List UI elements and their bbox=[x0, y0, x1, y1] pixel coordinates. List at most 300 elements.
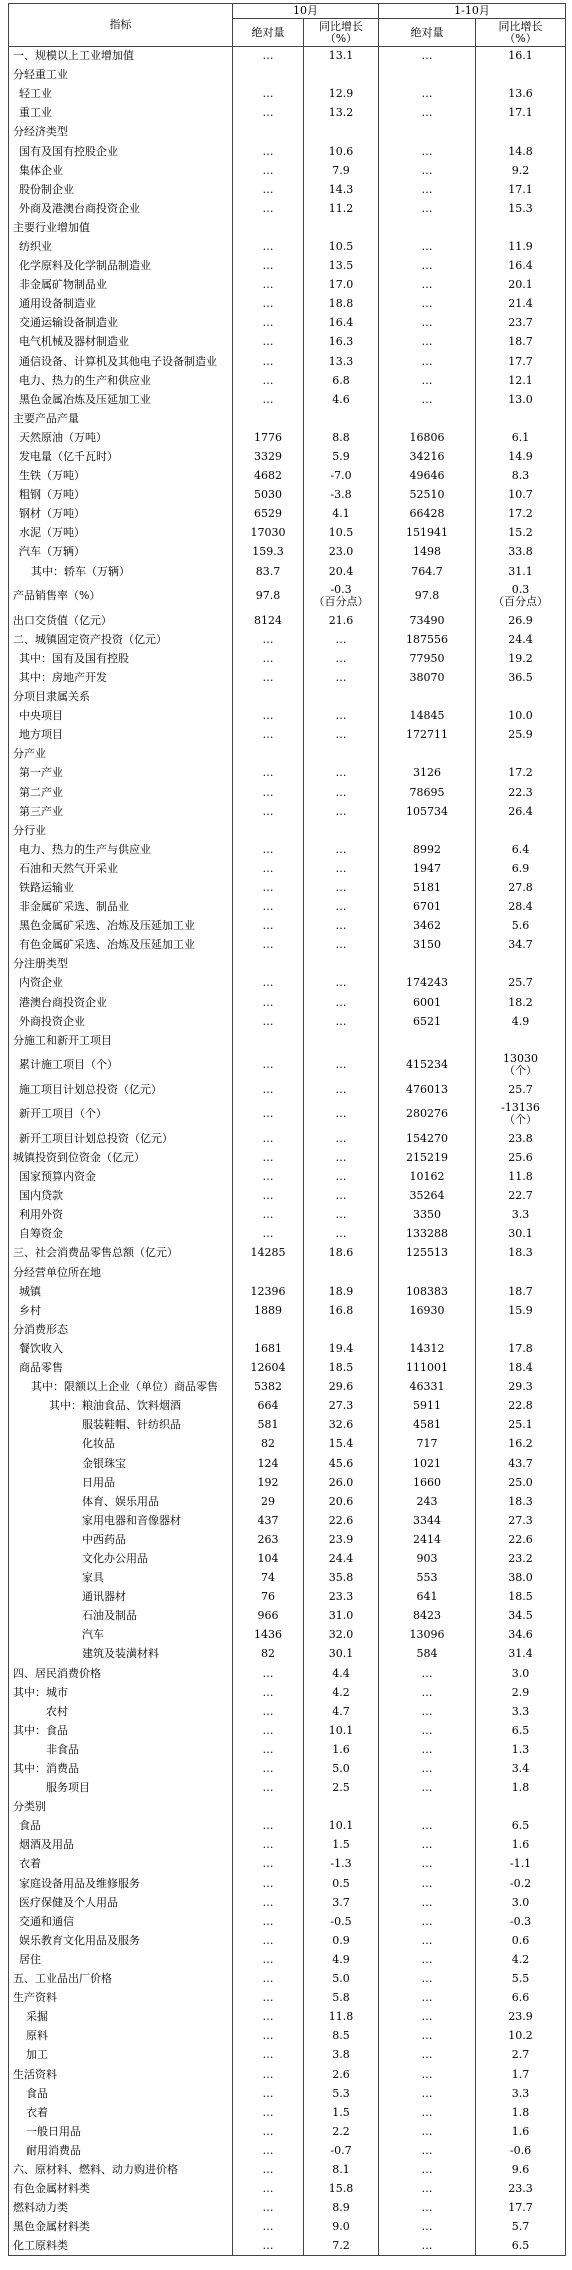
jan-oct-growth-cell-value: 34.7 bbox=[508, 938, 533, 952]
section-row bbox=[9, 821, 566, 840]
october-absolute-cell bbox=[233, 859, 304, 878]
october-absolute-cell bbox=[233, 447, 304, 466]
jan-oct-growth-cell-value: 19.2 bbox=[508, 651, 533, 665]
jan-oct-growth-cell-value: 11.8 bbox=[508, 1170, 533, 1184]
jan-oct-growth-cell bbox=[476, 821, 566, 840]
indicator-label: 体育、娱乐用品 bbox=[9, 1492, 233, 1511]
table-row bbox=[9, 1339, 566, 1358]
october-growth-cell-value: 22.6 bbox=[328, 1513, 354, 1527]
table-row bbox=[9, 581, 566, 611]
october-growth-cell-value: 4.9 bbox=[332, 1952, 350, 1966]
october-growth-cell bbox=[304, 1320, 379, 1339]
table-row bbox=[9, 783, 566, 802]
indicator-label: 其中：城市 bbox=[9, 1683, 233, 1702]
table-row bbox=[9, 314, 566, 333]
october-growth-cell-value: 32.0 bbox=[328, 1628, 354, 1642]
october-absolute-cell bbox=[233, 1588, 304, 1607]
indicator-label: 一、规模以上工业增加值 bbox=[9, 47, 233, 66]
october-growth-cell bbox=[304, 123, 379, 142]
october-absolute-cell bbox=[233, 821, 304, 840]
indicator-label: 石油及制品 bbox=[9, 1607, 233, 1626]
october-growth-cell-value: … bbox=[335, 1014, 347, 1028]
jan-oct-growth-cell-value: 3.3 bbox=[511, 1208, 530, 1222]
jan-oct-absolute-cell bbox=[379, 1759, 476, 1778]
october-absolute-cell bbox=[233, 1989, 304, 2008]
indicator-label: 生铁（万吨） bbox=[9, 467, 233, 486]
jan-oct-growth-cell bbox=[476, 611, 566, 630]
indicator-label: 黑色金属冶炼及压延加工业 bbox=[9, 390, 233, 409]
jan-oct-absolute-cell bbox=[379, 1129, 476, 1148]
jan-oct-growth-cell bbox=[476, 1721, 566, 1740]
october-absolute-cell bbox=[233, 314, 304, 333]
table-row bbox=[9, 1099, 566, 1129]
october-absolute-cell-value: … bbox=[262, 2067, 274, 2081]
indicator-label: 化妆品 bbox=[9, 1435, 233, 1454]
jan-oct-growth-cell-value: -0.3 bbox=[509, 1914, 532, 1928]
jan-oct-growth-cell bbox=[476, 1874, 566, 1893]
october-growth-cell-value: … bbox=[335, 880, 347, 894]
table-row bbox=[9, 2065, 566, 2084]
october-growth-cell-value: 3.7 bbox=[332, 1895, 350, 1909]
october-absolute-cell bbox=[233, 2199, 304, 2218]
october-growth-cell-value: 10.5 bbox=[328, 239, 354, 253]
october-growth-cell-value: 10.1 bbox=[328, 1819, 354, 1833]
jan-oct-absolute-cell-value: … bbox=[421, 2086, 433, 2100]
table-row bbox=[9, 1511, 566, 1530]
jan-oct-absolute-cell-value: … bbox=[421, 2029, 433, 2043]
jan-oct-growth-cell-value: 13.6 bbox=[508, 87, 533, 101]
jan-oct-growth-cell bbox=[476, 1031, 566, 1050]
jan-oct-absolute-cell bbox=[379, 47, 476, 66]
jan-oct-absolute-cell-value: 2414 bbox=[413, 1532, 441, 1546]
october-absolute-cell bbox=[233, 2141, 304, 2160]
table-row bbox=[9, 1874, 566, 1893]
jan-oct-absolute-cell bbox=[379, 1397, 476, 1416]
october-absolute-cell-value: … bbox=[262, 1704, 274, 1718]
jan-oct-growth-cell bbox=[476, 2218, 566, 2237]
table-row bbox=[9, 1148, 566, 1167]
october-growth-cell bbox=[304, 1836, 379, 1855]
indicator-label: 四、居民消费价格 bbox=[9, 1664, 233, 1683]
jan-oct-growth-cell bbox=[476, 1645, 566, 1664]
jan-oct-growth-cell-value: 22.8 bbox=[508, 1399, 533, 1413]
table-row bbox=[9, 467, 566, 486]
section-label: 分注册类型 bbox=[9, 955, 233, 974]
jan-oct-growth-cell bbox=[476, 1931, 566, 1950]
jan-oct-growth-cell bbox=[476, 447, 566, 466]
october-growth-cell-value: 4.1 bbox=[332, 507, 350, 521]
jan-oct-absolute-cell bbox=[379, 85, 476, 104]
indicator-label: 文化办公用品 bbox=[9, 1549, 233, 1568]
table-row bbox=[9, 1050, 566, 1080]
table-row bbox=[9, 668, 566, 687]
october-growth-cell bbox=[304, 2008, 379, 2027]
table-row bbox=[9, 1549, 566, 1568]
october-growth-cell bbox=[304, 726, 379, 745]
october-growth-cell-value: … bbox=[335, 1170, 347, 1184]
table-row bbox=[9, 764, 566, 783]
table-row bbox=[9, 1397, 566, 1416]
october-absolute-cell bbox=[233, 1206, 304, 1225]
october-absolute-cell-value: … bbox=[262, 354, 274, 368]
section-row bbox=[9, 1031, 566, 1050]
jan-oct-absolute-cell bbox=[379, 1874, 476, 1893]
october-absolute-cell-value: … bbox=[262, 2220, 274, 2234]
october-growth-cell bbox=[304, 237, 379, 256]
october-growth-cell bbox=[304, 859, 379, 878]
table-row bbox=[9, 2199, 566, 2218]
jan-oct-absolute-cell bbox=[379, 993, 476, 1012]
jan-oct-absolute-cell-value: … bbox=[421, 1666, 433, 1680]
october-absolute-cell-value: … bbox=[262, 1781, 274, 1795]
jan-oct-absolute-cell bbox=[379, 1031, 476, 1050]
jan-oct-growth-cell-value: 17.1 bbox=[508, 106, 533, 120]
table-row bbox=[9, 2046, 566, 2065]
october-absolute-cell-value: … bbox=[262, 938, 274, 952]
indicator-label: 港澳台商投资企业 bbox=[9, 993, 233, 1012]
jan-oct-absolute-cell bbox=[379, 1301, 476, 1320]
october-absolute-cell-value: … bbox=[262, 670, 274, 684]
jan-oct-absolute-cell-value: 4581 bbox=[413, 1418, 441, 1432]
jan-oct-absolute-cell-value: … bbox=[421, 201, 433, 215]
october-absolute-cell-value: … bbox=[262, 1819, 274, 1833]
jan-oct-absolute-cell bbox=[379, 371, 476, 390]
jan-oct-absolute-cell bbox=[379, 1378, 476, 1397]
october-absolute-cell-value: … bbox=[262, 2048, 274, 2062]
jan-oct-absolute-cell-value: … bbox=[421, 2105, 433, 2119]
table-row bbox=[9, 2160, 566, 2179]
jan-oct-absolute-cell bbox=[379, 611, 476, 630]
october-absolute-cell bbox=[233, 764, 304, 783]
jan-oct-absolute-cell bbox=[379, 1626, 476, 1645]
jan-oct-growth-cell-value: 18.3 bbox=[508, 1246, 533, 1260]
october-growth-cell-value: … bbox=[335, 900, 347, 914]
jan-oct-absolute-cell-value: 3150 bbox=[413, 938, 441, 952]
october-growth-cell-value: … bbox=[335, 1107, 347, 1121]
october-growth-cell bbox=[304, 2046, 379, 2065]
jan-oct-absolute-cell-value: 16930 bbox=[409, 1303, 445, 1317]
october-growth-cell-value: … bbox=[335, 670, 347, 684]
jan-oct-absolute-cell bbox=[379, 180, 476, 199]
indicator-label: 食品 bbox=[9, 2084, 233, 2103]
indicator-label: 出口交货值（亿元） bbox=[9, 611, 233, 630]
jan-oct-growth-cell bbox=[476, 1339, 566, 1358]
october-absolute-cell bbox=[233, 2065, 304, 2084]
jan-oct-growth-cell-value: 25.6 bbox=[508, 1151, 533, 1165]
october-absolute-cell-value: … bbox=[262, 2143, 274, 2157]
jan-oct-growth-cell bbox=[476, 1301, 566, 1320]
jan-oct-growth-cell bbox=[476, 2122, 566, 2141]
october-growth-cell-note: （百分点） bbox=[313, 595, 369, 609]
jan-oct-absolute-cell-value: 49646 bbox=[409, 469, 445, 483]
october-growth-cell-value: 23.9 bbox=[328, 1532, 354, 1546]
indicator-label: 农村 bbox=[9, 1702, 233, 1721]
jan-oct-growth-cell bbox=[476, 917, 566, 936]
october-growth-cell bbox=[304, 2180, 379, 2199]
jan-oct-growth-cell bbox=[476, 1989, 566, 2008]
october-absolute-cell bbox=[233, 2218, 304, 2237]
october-absolute-cell-value: … bbox=[262, 1170, 274, 1184]
october-absolute-cell bbox=[233, 1282, 304, 1301]
october-growth-cell-value: 16.3 bbox=[328, 335, 354, 349]
indicator-label: 家用电器和音像器材 bbox=[9, 1511, 233, 1530]
jan-oct-growth-cell bbox=[476, 878, 566, 897]
jan-oct-absolute-cell-value: 97.8 bbox=[414, 589, 440, 603]
table-row bbox=[9, 1740, 566, 1759]
october-growth-cell bbox=[304, 707, 379, 726]
october-absolute-cell-value: 1776 bbox=[254, 430, 282, 444]
jan-oct-absolute-cell-value: … bbox=[421, 49, 433, 63]
october-absolute-cell-value: … bbox=[262, 651, 274, 665]
october-absolute-cell-value: … bbox=[262, 766, 274, 780]
indicator-label: 内资企业 bbox=[9, 974, 233, 993]
indicator-label: 黑色金属矿采选、冶炼及压延加工业 bbox=[9, 917, 233, 936]
table-row bbox=[9, 543, 566, 562]
jan-oct-growth-cell bbox=[476, 2160, 566, 2179]
october-growth-cell-value: 15.8 bbox=[328, 2182, 354, 2196]
indicator-label: 纺织业 bbox=[9, 237, 233, 256]
october-growth-cell-value: 11.2 bbox=[328, 201, 354, 215]
october-growth-cell-value: 4.7 bbox=[332, 1704, 350, 1718]
indicator-label: 电气机械及器材制造业 bbox=[9, 333, 233, 352]
table-row bbox=[9, 2237, 566, 2256]
jan-oct-growth-cell bbox=[476, 1740, 566, 1759]
october-growth-cell-value: … bbox=[335, 1208, 347, 1222]
october-growth-cell bbox=[304, 1244, 379, 1263]
jan-oct-growth-cell bbox=[476, 974, 566, 993]
october-absolute-cell-value: 12604 bbox=[250, 1361, 286, 1375]
jan-oct-growth-cell-value: 29.3 bbox=[508, 1380, 533, 1394]
october-header: 10月 bbox=[233, 4, 379, 19]
october-absolute-cell-value: … bbox=[262, 182, 274, 196]
october-growth-cell bbox=[304, 764, 379, 783]
jan-oct-absolute-cell bbox=[379, 840, 476, 859]
october-absolute-cell bbox=[233, 66, 304, 85]
october-absolute-cell-value: 104 bbox=[257, 1551, 279, 1565]
jan-oct-growth-cell-value: 23.9 bbox=[508, 2010, 533, 2024]
jan-oct-growth-cell bbox=[476, 47, 566, 66]
jan-oct-growth-cell bbox=[476, 66, 566, 85]
indicator-label: 国有及国有控股企业 bbox=[9, 142, 233, 161]
jan-oct-growth-cell-value: 26.9 bbox=[508, 613, 533, 627]
jan-oct-absolute-cell-value: … bbox=[421, 373, 433, 387]
october-growth-cell-value: 27.3 bbox=[328, 1399, 354, 1413]
october-growth-cell bbox=[304, 581, 379, 611]
october-absolute-cell bbox=[233, 199, 304, 218]
october-growth-cell bbox=[304, 688, 379, 707]
october-growth-cell bbox=[304, 524, 379, 543]
october-absolute-cell bbox=[233, 1607, 304, 1626]
section-row bbox=[9, 1798, 566, 1817]
table-row bbox=[9, 1378, 566, 1397]
indicator-label: 累计施工项目（个） bbox=[9, 1050, 233, 1080]
october-absolute-cell bbox=[233, 1031, 304, 1050]
indicator-label: 交通和通信 bbox=[9, 1912, 233, 1931]
jan-oct-growth-cell bbox=[476, 199, 566, 218]
october-growth-cell bbox=[304, 1378, 379, 1397]
jan-oct-absolute-cell-value: … bbox=[421, 354, 433, 368]
table-row bbox=[9, 898, 566, 917]
section-row bbox=[9, 218, 566, 237]
october-growth-cell-value: 1.6 bbox=[332, 1742, 350, 1756]
october-absolute-cell bbox=[233, 1511, 304, 1530]
jan-oct-absolute-cell-value: 476013 bbox=[406, 1082, 448, 1096]
october-absolute-cell bbox=[233, 2046, 304, 2065]
indicator-label: 五、工业品出厂价格 bbox=[9, 1970, 233, 1989]
indicator-label: 石油和天然气开采业 bbox=[9, 859, 233, 878]
indicator-label: 粗钢（万吨） bbox=[9, 486, 233, 505]
october-absolute-cell-value: … bbox=[262, 900, 274, 914]
jan-oct-growth-cell bbox=[476, 1664, 566, 1683]
jan-oct-absolute-cell-value: 35264 bbox=[409, 1189, 445, 1203]
indicator-label: 其中：粮油食品、饮料烟酒 bbox=[9, 1397, 233, 1416]
october-growth-cell-value: 17.0 bbox=[328, 278, 354, 292]
section-row bbox=[9, 688, 566, 707]
october-growth-cell bbox=[304, 1050, 379, 1080]
october-growth-cell-value: 9.0 bbox=[332, 2220, 350, 2234]
jan-oct-absolute-cell-value: 3462 bbox=[413, 919, 441, 933]
jan-oct-absolute-cell-value: 553 bbox=[416, 1571, 438, 1585]
jan-oct-absolute-cell bbox=[379, 1912, 476, 1931]
table-row bbox=[9, 1129, 566, 1148]
jan-oct-absolute-cell bbox=[379, 649, 476, 668]
jan-oct-growth-cell-value: 10.2 bbox=[508, 2029, 533, 2043]
october-growth-cell bbox=[304, 611, 379, 630]
jan-oct-growth-cell-value: 15.2 bbox=[508, 526, 533, 540]
october-growth-cell bbox=[304, 1080, 379, 1099]
october-absolute-cell-value: … bbox=[262, 297, 274, 311]
jan-oct-growth-cell bbox=[476, 1244, 566, 1263]
indicator-label: 化工原料类 bbox=[9, 2237, 233, 2256]
jan-oct-growth-cell-value: 0.6 bbox=[511, 1933, 530, 1947]
october-absolute-cell-value: … bbox=[262, 785, 274, 799]
october-growth-cell-value: 10.1 bbox=[328, 1723, 354, 1737]
october-growth-cell bbox=[304, 1168, 379, 1187]
jan-oct-growth-cell bbox=[476, 2180, 566, 2199]
october-absolute-cell-value: … bbox=[262, 239, 274, 253]
october-growth-cell-value: 2.2 bbox=[332, 2124, 350, 2138]
october-growth-cell bbox=[304, 1569, 379, 1588]
october-absolute-cell bbox=[233, 562, 304, 581]
jan-oct-growth-cell-value: 16.2 bbox=[508, 1437, 533, 1451]
jan-oct-absolute-cell bbox=[379, 543, 476, 562]
october-absolute-cell-value: … bbox=[262, 373, 274, 387]
october-growth-cell bbox=[304, 1473, 379, 1492]
table-row bbox=[9, 1759, 566, 1778]
october-growth-cell bbox=[304, 314, 379, 333]
section-label: 分类别 bbox=[9, 1798, 233, 1817]
october-absolute-cell bbox=[233, 47, 304, 66]
jan-oct-growth-cell bbox=[476, 2237, 566, 2256]
october-growth-cell bbox=[304, 668, 379, 687]
october-growth-cell-value: 4.6 bbox=[332, 392, 350, 406]
october-absolute-cell bbox=[233, 161, 304, 180]
jan-oct-growth-cell bbox=[476, 1798, 566, 1817]
jan-oct-absolute-cell-value: … bbox=[421, 1876, 433, 1890]
jan-oct-absolute-cell-value: … bbox=[421, 87, 433, 101]
jan-oct-absolute-cell-value: … bbox=[421, 144, 433, 158]
october-absolute-cell bbox=[233, 1683, 304, 1702]
jan-oct-absolute-cell-value: … bbox=[421, 163, 433, 177]
jan-oct-absolute-cell bbox=[379, 1836, 476, 1855]
jan-oct-absolute-cell-value: 6521 bbox=[413, 1014, 441, 1028]
indicator-label: 其中：国有及国有控股 bbox=[9, 649, 233, 668]
october-growth-cell bbox=[304, 1206, 379, 1225]
jan-oct-growth-cell bbox=[476, 707, 566, 726]
october-growth-cell-value: 21.6 bbox=[328, 613, 354, 627]
section-row bbox=[9, 66, 566, 85]
jan-oct-absolute-cell-value: 415234 bbox=[406, 1058, 448, 1072]
october-growth-cell-value: 13.2 bbox=[328, 106, 354, 120]
jan-oct-growth-cell-value: 20.1 bbox=[508, 278, 533, 292]
october-growth-cell bbox=[304, 333, 379, 352]
october-absolute-cell-value: 74 bbox=[261, 1571, 275, 1585]
october-growth-cell bbox=[304, 467, 379, 486]
section-label: 主要行业增加值 bbox=[9, 218, 233, 237]
jan-oct-growth-cell-value: 25.7 bbox=[508, 976, 533, 990]
jan-oct-growth-cell bbox=[476, 295, 566, 314]
october-absolute-cell-value: 192 bbox=[257, 1475, 279, 1489]
indicator-label: 产品销售率（%） bbox=[9, 581, 233, 611]
jan-oct-growth-cell bbox=[476, 726, 566, 745]
october-absolute-cell bbox=[233, 1454, 304, 1473]
indicator-label: 非金属矿采选、制品业 bbox=[9, 898, 233, 917]
jan-oct-absolute-cell bbox=[379, 1473, 476, 1492]
october-growth-cell-value: … bbox=[335, 1131, 347, 1145]
jan-oct-absolute-cell bbox=[379, 447, 476, 466]
indicator-label: 生产资料 bbox=[9, 1989, 233, 2008]
jan-oct-growth-cell bbox=[476, 428, 566, 447]
jan-oct-growth-cell bbox=[476, 1817, 566, 1836]
jan-oct-absolute-cell bbox=[379, 917, 476, 936]
jan-oct-absolute-cell-value: … bbox=[421, 2201, 433, 2215]
jan-oct-absolute-cell bbox=[379, 505, 476, 524]
jan-oct-absolute-cell-value: … bbox=[421, 335, 433, 349]
jan-oct-growth-cell-value: 25.7 bbox=[508, 1082, 533, 1096]
october-absolute-cell bbox=[233, 2103, 304, 2122]
october-growth-cell-value: … bbox=[335, 1058, 347, 1072]
header-row-periods bbox=[9, 4, 566, 19]
october-growth-cell bbox=[304, 1721, 379, 1740]
indicator-label: 轻工业 bbox=[9, 85, 233, 104]
october-absolute-cell bbox=[233, 1225, 304, 1244]
october-absolute-cell bbox=[233, 1893, 304, 1912]
october-absolute-cell bbox=[233, 85, 304, 104]
october-growth-cell bbox=[304, 1511, 379, 1530]
jan-oct-absolute-cell bbox=[379, 1549, 476, 1568]
jan-oct-absolute-cell-value: 133288 bbox=[406, 1227, 448, 1241]
jan-oct-growth-cell-value: 3.4 bbox=[511, 1762, 530, 1776]
jan-oct-absolute-cell bbox=[379, 936, 476, 955]
jan-oct-absolute-cell bbox=[379, 1320, 476, 1339]
jan-oct-growth-cell bbox=[476, 745, 566, 764]
october-growth-cell-value: 19.4 bbox=[328, 1341, 354, 1355]
table-row bbox=[9, 1645, 566, 1664]
indicator-label: 城镇 bbox=[9, 1282, 233, 1301]
jan-oct-absolute-cell bbox=[379, 2103, 476, 2122]
jan-oct-growth-cell bbox=[476, 1855, 566, 1874]
indicator-label: 通讯器材 bbox=[9, 1588, 233, 1607]
jan-oct-absolute-cell-value: … bbox=[421, 1723, 433, 1737]
october-growth-cell-value: … bbox=[335, 1082, 347, 1096]
indicator-label: 服装鞋帽、针纺织品 bbox=[9, 1416, 233, 1435]
jan-oct-absolute-cell-value: 8423 bbox=[413, 1609, 441, 1623]
october-growth-cell bbox=[304, 1148, 379, 1167]
jan-oct-absolute-cell-value: 243 bbox=[416, 1494, 438, 1508]
october-growth-cell bbox=[304, 562, 379, 581]
october-absolute-cell bbox=[233, 707, 304, 726]
jan-oct-absolute-cell bbox=[379, 2027, 476, 2046]
